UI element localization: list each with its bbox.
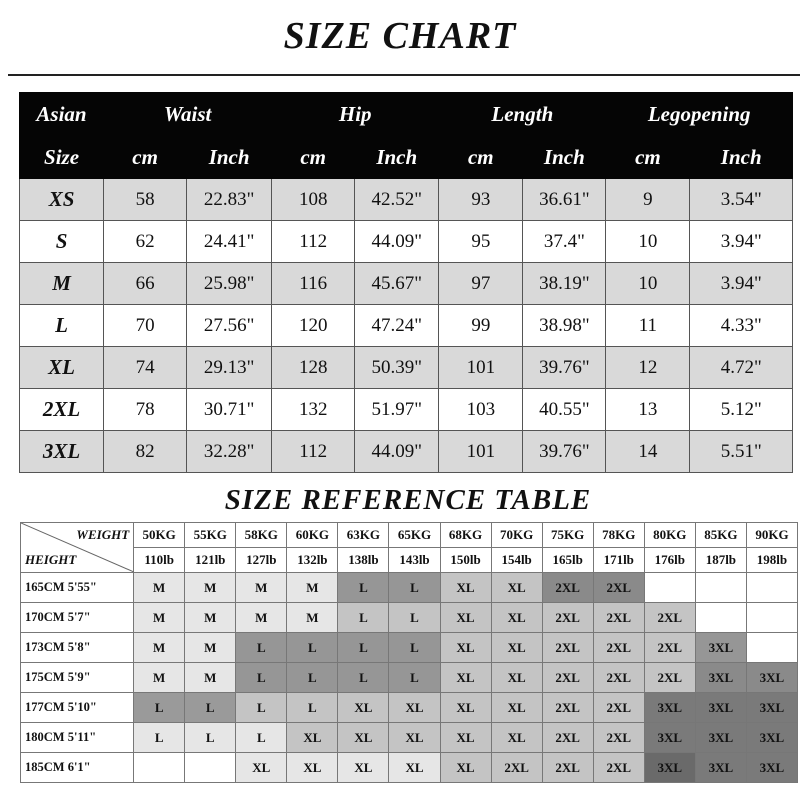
recommended-size-cell: XL [491,663,542,693]
title-divider [8,74,800,76]
recommended-size-cell: L [236,723,287,753]
recommended-size-cell: XL [389,723,440,753]
recommended-size-cell: L [134,723,185,753]
page-title: SIZE CHART [283,15,517,57]
recommended-size-cell: XL [338,693,389,723]
size-chart-table [19,92,793,473]
recommended-size-cell: XL [491,723,542,753]
recommended-size-cell: L [338,663,389,693]
measurement-cell: 66 [104,263,187,305]
measurement-cell: 9 [606,179,690,221]
recommended-size-cell: M [134,633,185,663]
recommended-size-cell: 2XL [593,693,644,723]
size-chart-unit-header: Inch [187,136,272,179]
weight-lb-header: 132lb [287,548,338,573]
measurement-cell: 38.98" [523,305,606,347]
recommended-size-cell: M [185,573,236,603]
measurement-cell: 42.52" [355,179,439,221]
size-label: 2XL [20,389,104,431]
size-chart-unit-header: cm [272,136,355,179]
weight-kg-header: 58KG [236,523,287,548]
recommended-size-cell [746,573,797,603]
recommended-size-cell: 2XL [644,603,695,633]
size-chart-unit-header: Inch [355,136,439,179]
recommended-size-cell: 3XL [644,723,695,753]
reference-row [21,603,798,633]
measurement-cell: 74 [104,347,187,389]
weight-kg-header: 78KG [593,523,644,548]
size-chart-group-header: Legopening [606,93,793,136]
measurement-cell: 27.56" [187,305,272,347]
measurement-cell: 93 [439,179,523,221]
weight-kg-header: 80KG [644,523,695,548]
measurement-cell: 44.09" [355,431,439,473]
measurement-cell: 116 [272,263,355,305]
weight-lb-header: 171lb [593,548,644,573]
recommended-size-cell: M [185,603,236,633]
recommended-size-cell: M [134,573,185,603]
height-row-label: 173CM 5'8" [21,633,134,663]
measurement-cell: 3.94" [690,221,793,263]
recommended-size-cell [185,753,236,783]
measurement-cell: 82 [104,431,187,473]
measurement-cell: 120 [272,305,355,347]
reference-row [21,573,798,603]
recommended-size-cell: L [287,663,338,693]
size-label: XL [20,347,104,389]
size-reference-table [20,522,798,783]
recommended-size-cell: XL [491,603,542,633]
size-label: XS [20,179,104,221]
measurement-cell: 78 [104,389,187,431]
recommended-size-cell: 3XL [695,693,746,723]
weight-kg-header: 55KG [185,523,236,548]
recommended-size-cell: XL [491,693,542,723]
reference-row [21,753,798,783]
recommended-size-cell: 2XL [593,633,644,663]
measurement-cell: 101 [439,347,523,389]
height-row-label: 180CM 5'11" [21,723,134,753]
weight-lb-header: 150lb [440,548,491,573]
recommended-size-cell: 2XL [593,723,644,753]
measurement-cell: 10 [606,263,690,305]
measurement-cell: 11 [606,305,690,347]
weight-lb-header: 198lb [746,548,797,573]
recommended-size-cell: 3XL [644,693,695,723]
measurement-cell: 30.71" [187,389,272,431]
recommended-size-cell: XL [440,723,491,753]
measurement-cell: 97 [439,263,523,305]
recommended-size-cell: L [389,663,440,693]
recommended-size-cell: L [338,573,389,603]
recommended-size-cell: 3XL [746,753,797,783]
size-chart-unit-header: Inch [690,136,793,179]
size-chart-row [20,305,793,347]
weight-kg-header: 75KG [542,523,593,548]
measurement-cell: 24.41" [187,221,272,263]
size-chart-unit-header: cm [439,136,523,179]
measurement-cell: 10 [606,221,690,263]
measurement-cell: 70 [104,305,187,347]
recommended-size-cell: L [185,723,236,753]
weight-lb-header: 110lb [134,548,185,573]
weight-kg-header: 70KG [491,523,542,548]
recommended-size-cell: M [185,663,236,693]
recommended-size-cell [695,573,746,603]
recommended-size-cell: 3XL [746,663,797,693]
measurement-cell: 112 [272,431,355,473]
recommended-size-cell: 2XL [644,633,695,663]
recommended-size-cell: XL [389,753,440,783]
measurement-cell: 45.67" [355,263,439,305]
measurement-cell: 13 [606,389,690,431]
recommended-size-cell: XL [440,663,491,693]
measurement-cell: 128 [272,347,355,389]
weight-kg-header: 68KG [440,523,491,548]
recommended-size-cell: 3XL [644,753,695,783]
measurement-cell: 3.54" [690,179,793,221]
weight-kg-header: 63KG [338,523,389,548]
recommended-size-cell: L [287,693,338,723]
recommended-size-cell: M [134,603,185,633]
reference-row [21,663,798,693]
size-chart-unit-header: cm [606,136,690,179]
recommended-size-cell: XL [440,573,491,603]
recommended-size-cell: 2XL [593,663,644,693]
measurement-cell: 12 [606,347,690,389]
weight-kg-header: 60KG [287,523,338,548]
weight-kg-header: 85KG [695,523,746,548]
measurement-cell: 32.28" [187,431,272,473]
recommended-size-cell: 3XL [695,723,746,753]
recommended-size-cell: M [287,603,338,633]
recommended-size-cell: 2XL [542,693,593,723]
recommended-size-cell: 2XL [644,663,695,693]
weight-lb-header: 154lb [491,548,542,573]
weight-lb-header: 121lb [185,548,236,573]
measurement-cell: 36.61" [523,179,606,221]
size-chart-group-header: Length [439,93,606,136]
reference-table-title: SIZE REFERENCE TABLE [224,484,592,516]
recommended-size-cell: 3XL [695,663,746,693]
recommended-size-cell: L [389,573,440,603]
recommended-size-cell: 3XL [695,633,746,663]
measurement-cell: 29.13" [187,347,272,389]
size-chart-row [20,347,793,389]
measurement-cell: 103 [439,389,523,431]
recommended-size-cell: L [134,693,185,723]
recommended-size-cell [746,603,797,633]
recommended-size-cell: XL [338,723,389,753]
reference-row [21,633,798,663]
reference-row [21,693,798,723]
height-row-label: 170CM 5'7" [21,603,134,633]
measurement-cell: 5.51" [690,431,793,473]
recommended-size-cell: 2XL [542,573,593,603]
size-chart-unit-header: Size [20,136,104,179]
measurement-cell: 51.97" [355,389,439,431]
recommended-size-cell: 2XL [542,663,593,693]
recommended-size-cell [134,753,185,783]
size-chart-unit-header: Inch [523,136,606,179]
recommended-size-cell: 3XL [746,693,797,723]
measurement-cell: 95 [439,221,523,263]
recommended-size-cell: XL [491,633,542,663]
recommended-size-cell: 2XL [542,723,593,753]
size-chart-row [20,389,793,431]
weight-lb-header: 165lb [542,548,593,573]
recommended-size-cell: 2XL [593,573,644,603]
recommended-size-cell: L [185,693,236,723]
measurement-cell: 38.19" [523,263,606,305]
recommended-size-cell: 2XL [491,753,542,783]
height-row-label: 185CM 6'1" [21,753,134,783]
measurement-cell: 112 [272,221,355,263]
recommended-size-cell: L [389,633,440,663]
recommended-size-cell: M [236,573,287,603]
measurement-cell: 39.76" [523,431,606,473]
recommended-size-cell: L [236,693,287,723]
recommended-size-cell: XL [389,693,440,723]
weight-lb-header: 143lb [389,548,440,573]
recommended-size-cell: XL [287,723,338,753]
recommended-size-cell [644,573,695,603]
recommended-size-cell: XL [440,633,491,663]
recommended-size-cell: L [338,603,389,633]
recommended-size-cell: XL [287,753,338,783]
measurement-cell: 5.12" [690,389,793,431]
size-label: S [20,221,104,263]
measurement-cell: 40.55" [523,389,606,431]
measurement-cell: 62 [104,221,187,263]
size-label: 3XL [20,431,104,473]
measurement-cell: 4.33" [690,305,793,347]
measurement-cell: 39.76" [523,347,606,389]
size-chart-row [20,263,793,305]
recommended-size-cell: 2XL [593,753,644,783]
height-row-label: 165CM 5'55" [21,573,134,603]
size-label: M [20,263,104,305]
recommended-size-cell [695,603,746,633]
measurement-cell: 132 [272,389,355,431]
measurement-cell: 44.09" [355,221,439,263]
recommended-size-cell: 3XL [746,723,797,753]
recommended-size-cell [746,633,797,663]
recommended-size-cell: XL [440,693,491,723]
size-label: L [20,305,104,347]
weight-kg-header: 50KG [134,523,185,548]
measurement-cell: 99 [439,305,523,347]
recommended-size-cell: 2XL [542,753,593,783]
recommended-size-cell: 2XL [542,603,593,633]
measurement-cell: 25.98" [187,263,272,305]
measurement-cell: 3.94" [690,263,793,305]
weight-lb-header: 138lb [338,548,389,573]
weight-lb-header: 187lb [695,548,746,573]
recommended-size-cell: L [236,633,287,663]
weight-kg-header: 90KG [746,523,797,548]
size-chart-row [20,179,793,221]
height-row-label: 175CM 5'9" [21,663,134,693]
recommended-size-cell: XL [440,603,491,633]
recommended-size-cell: XL [440,753,491,783]
recommended-size-cell: L [338,633,389,663]
recommended-size-cell: 2XL [542,633,593,663]
recommended-size-cell: 2XL [593,603,644,633]
weight-kg-header: 65KG [389,523,440,548]
recommended-size-cell: XL [491,573,542,603]
recommended-size-cell: M [287,573,338,603]
height-row-label: 177CM 5'10" [21,693,134,723]
measurement-cell: 47.24" [355,305,439,347]
measurement-cell: 4.72" [690,347,793,389]
measurement-cell: 14 [606,431,690,473]
measurement-cell: 101 [439,431,523,473]
measurement-cell: 37.4" [523,221,606,263]
recommended-size-cell: M [236,603,287,633]
height-label: HEIGHT [25,552,77,567]
size-chart-group-header: Asian [20,93,104,136]
recommended-size-cell: 3XL [695,753,746,783]
weight-lb-header: 127lb [236,548,287,573]
size-chart-unit-header: cm [104,136,187,179]
weight-height-corner [21,523,134,573]
size-chart-row [20,221,793,263]
recommended-size-cell: M [134,663,185,693]
measurement-cell: 22.83" [187,179,272,221]
size-chart-group-header: Waist [104,93,272,136]
reference-row [21,723,798,753]
recommended-size-cell: XL [236,753,287,783]
measurement-cell: 58 [104,179,187,221]
size-chart-group-header: Hip [272,93,439,136]
measurement-cell: 50.39" [355,347,439,389]
recommended-size-cell: XL [338,753,389,783]
recommended-size-cell: L [287,633,338,663]
weight-lb-header: 176lb [644,548,695,573]
recommended-size-cell: L [389,603,440,633]
size-chart-row [20,431,793,473]
recommended-size-cell: M [185,633,236,663]
recommended-size-cell: L [236,663,287,693]
measurement-cell: 108 [272,179,355,221]
weight-label: WEIGHT [76,527,130,542]
